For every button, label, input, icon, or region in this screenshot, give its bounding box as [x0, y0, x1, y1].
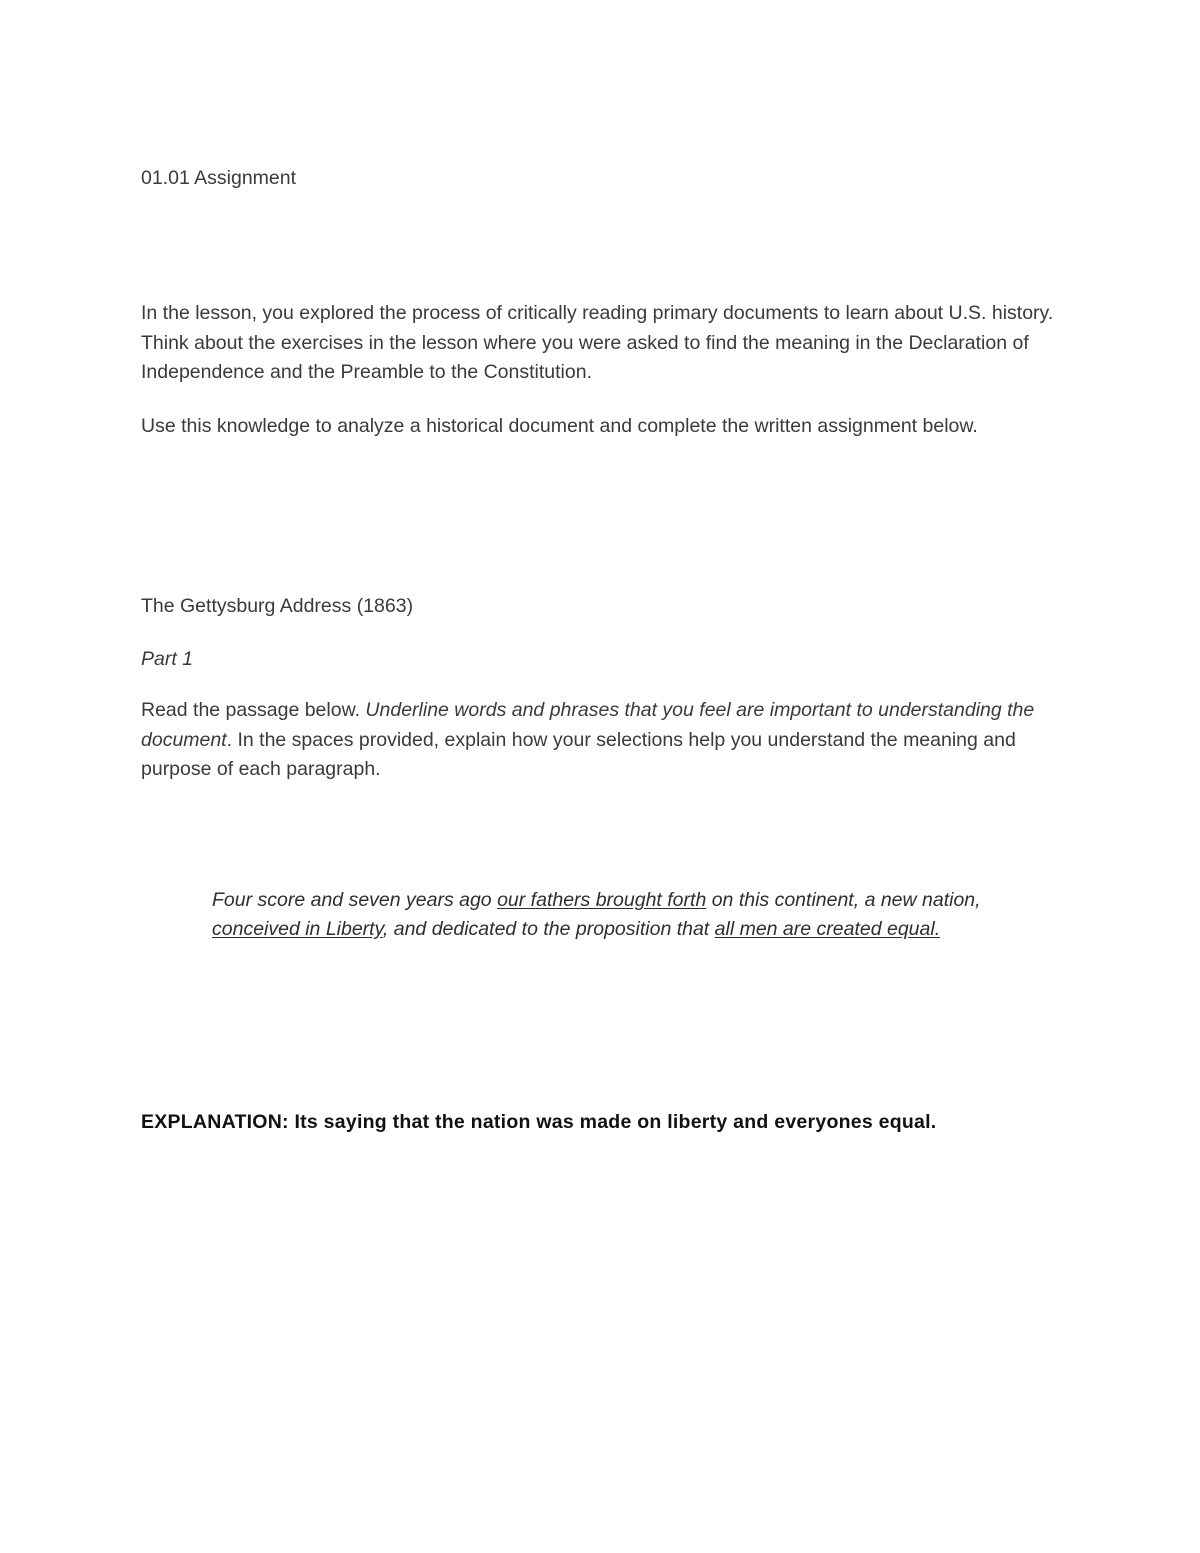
instructions-rest: . In the spaces provided, explain how your selections help you understand the meaning and purpose of each paragraph. [141, 728, 1016, 780]
document-title: The Gettysburg Address (1863) [141, 595, 414, 617]
passage-text-1: Four score and seven years ago [212, 889, 498, 911]
explanation-label: EXPLANATION: [141, 1111, 289, 1133]
passage-text-3: , and dedicated to the proposition that [382, 917, 715, 940]
passage-text-2: on this continent, a new nation, [706, 889, 981, 911]
instructions-paragraph [141, 696, 1041, 785]
instructions-lead: Read the passage below. [141, 699, 366, 721]
intro-paragraph-2: Use this knowledge to analyze a historical document and complete the written assignment below. [141, 415, 978, 437]
passage-underline-1: our fathers brought forth [497, 889, 707, 911]
explanation-text: Its saying that the nation was made on liberty and everyones equal. [288, 1111, 937, 1133]
passage-underline-2: conceived in Liberty [212, 917, 383, 940]
assignment-title: 01.01 Assignment [141, 167, 297, 189]
explanation [141, 1108, 936, 1138]
intro-paragraph-1: In the lesson, you explored the process of critically reading primary documents to learn about U.S. history. Think about the exercises in the lesson where you were asked to find the meaning in the Declaration of Independence and the Preamble to the Constitution. [141, 302, 1054, 383]
part-label: Part 1 [141, 648, 194, 670]
instructions-emphasis: Underline words and phrases that you feel are important to understanding the document [141, 699, 1035, 751]
passage-underline-3: all men are created equal. [714, 917, 941, 940]
gettysburg-passage [212, 886, 982, 943]
